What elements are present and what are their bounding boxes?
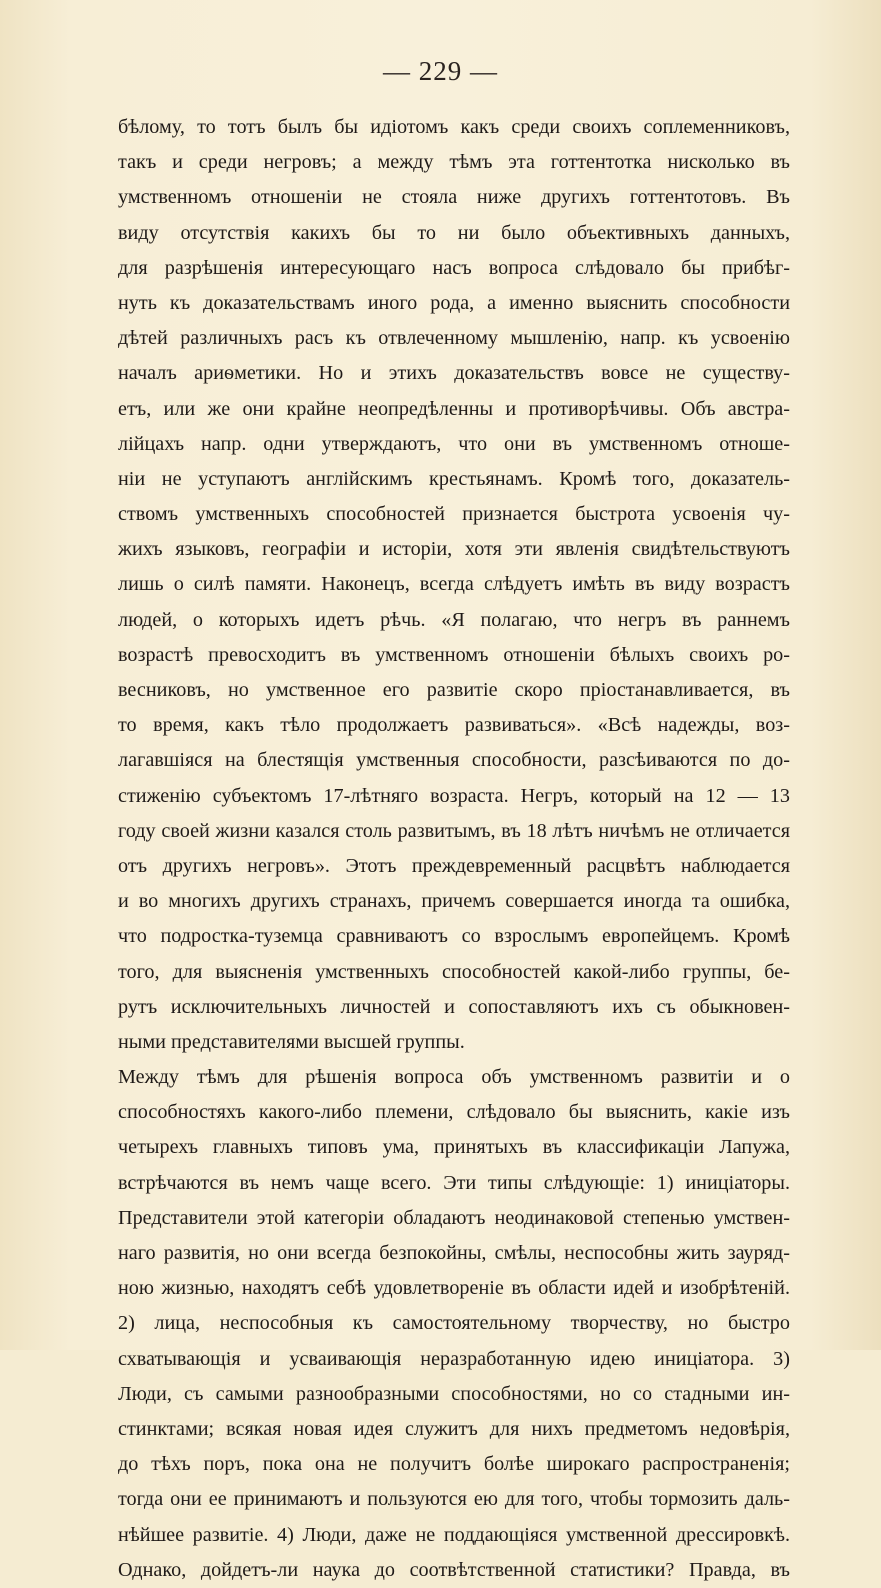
text-line: ною жизнью, находятъ себѣ удовлетвореніе въ области идей и изобрѣтеній. — [118, 1277, 790, 1300]
text-line: того, для выясненія умственныхъ способностей какой-либо группы, бе- — [118, 960, 790, 983]
text-line: возрастѣ превосходитъ въ умственномъ отношеніи бѣлыхъ своихъ ро- — [118, 643, 790, 666]
text-line: стинктами; всякая новая идея служитъ для нихъ предметомъ недовѣрія, — [118, 1417, 790, 1440]
text-line: тогда они ее принимаютъ и пользуются ею для того, чтобы тормозить даль- — [118, 1488, 790, 1511]
text-line: для разрѣшенія интересующаго насъ вопроса слѣдовало бы прибѣг- — [118, 256, 790, 279]
text-line: такъ и среди негровъ; а между тѣмъ эта готтентотка нисколько въ — [118, 151, 790, 174]
text-line: 2) лица, неспособныя къ самостоятельному творчеству, но быстро — [118, 1312, 790, 1335]
text-line: ніи не уступаютъ англійскимъ крестьянамъ. Кромѣ того, доказатель- — [118, 467, 790, 490]
text-line: и во многихъ другихъ странахъ, причемъ совершается иногда та ошибка, — [118, 890, 790, 913]
text-line: началъ ариѳметики. Но и этихъ доказательствъ вовсе не существу- — [118, 362, 790, 385]
text-line: умственномъ отношеніи не стояла ниже другихъ готтентотовъ. Въ — [118, 186, 790, 209]
text-line: четырехъ главныхъ типовъ ума, принятыхъ въ классификаціи Лапужа, — [118, 1136, 790, 1159]
text-line: лійцахъ напр. одни утверждаютъ, что они въ умственномъ отноше- — [118, 432, 790, 455]
text-line: ствомъ умственныхъ способностей признается быстрота усвоенія чу- — [118, 503, 790, 526]
text-line: отъ другихъ негровъ». Этотъ преждевременный расцвѣтъ наблюдается — [118, 854, 790, 877]
paragraph-first-line: Между тѣмъ для рѣшенія вопроса объ умственномъ развитіи и о — [118, 1066, 790, 1089]
text-line: людей, о которыхъ идетъ рѣчь. «Я полагаю, что негръ въ раннемъ — [118, 608, 790, 631]
text-line: ными представителями высшей группы. — [118, 1030, 465, 1053]
text-line: етъ, или же они крайне неопредѣленны и противорѣчивы. Объ австра- — [118, 397, 790, 420]
text-line: нуть къ доказательствамъ иного рода, а именно выяснить способности — [118, 291, 790, 314]
page-number: — 229 — — [383, 56, 498, 86]
text-line: виду отсутствія какихъ бы то ни было объективныхъ данныхъ, — [118, 221, 790, 244]
text-line: нѣйшее развитіе. 4) Люди, даже не поддающіяся умственной дрессировкѣ. — [118, 1523, 790, 1546]
text-line: весниковъ, но умственное его развитіе скоро пріостанавливается, въ — [118, 679, 790, 701]
text-line: рутъ исключительныхъ личностей и сопоставляютъ ихъ съ обыкновен- — [118, 995, 790, 1018]
text-line: году своей жизни казался столь развитымъ, въ 18 лѣтъ ничѣмъ не отличается — [118, 819, 790, 842]
text-line: Люди, съ самыми разнообразными способностями, но со стадными ин- — [118, 1382, 790, 1405]
text-line: дѣтей различныхъ расъ къ отвлеченному мышленію, напр. къ усвоенію — [118, 327, 790, 350]
text-line: жихъ языковъ, географіи и исторіи, хотя эти явленія свидѣтельствуютъ — [118, 538, 790, 561]
body-text — [118, 110, 790, 1588]
text-line: лагавшіяся на блестящія умственныя способности, разсѣиваются по до- — [118, 749, 790, 772]
text-line: способностяхъ какого-либо племени, слѣдовало бы выяснить, какіе изъ — [118, 1101, 790, 1124]
text-line: Представители этой категоріи обладаютъ неодинаковой степенью умствен- — [118, 1206, 790, 1229]
text-line: что подростка-туземца сравниваютъ со взрослымъ европейцемъ. Кромѣ — [118, 925, 790, 948]
text-line: стиженію субъектомъ 17-лѣтняго возраста. Негръ, который на 12 — 13 — [118, 784, 790, 807]
text-line: лишь о силѣ памяти. Наконецъ, всегда слѣдуетъ имѣть въ виду возрастъ — [118, 573, 790, 596]
text-line: встрѣчаются въ немъ чаще всего. Эти типы слѣдующіе: 1) иниціаторы. — [118, 1171, 790, 1194]
text-line: наго развитія, но они всегда безпокойны, смѣлы, неспособны жить зауряд- — [118, 1242, 790, 1264]
text-line: Однако, дойдетъ-ли наука до соотвѣтственной статистики? Правда, въ — [118, 1558, 790, 1581]
text-line: схватывающія и усваивающія неразработанную идею иниціатора. 3) — [118, 1347, 790, 1370]
text-line: бѣлому, то тотъ былъ бы идіотомъ какъ среди своихъ соплеменниковъ, — [118, 116, 790, 138]
text-line: до тѣхъ поръ, пока она не получитъ болѣе широкаго распространенія; — [118, 1453, 790, 1476]
text-line: то время, какъ тѣло продолжаетъ развиваться». «Всѣ надежды, воз- — [118, 714, 790, 737]
